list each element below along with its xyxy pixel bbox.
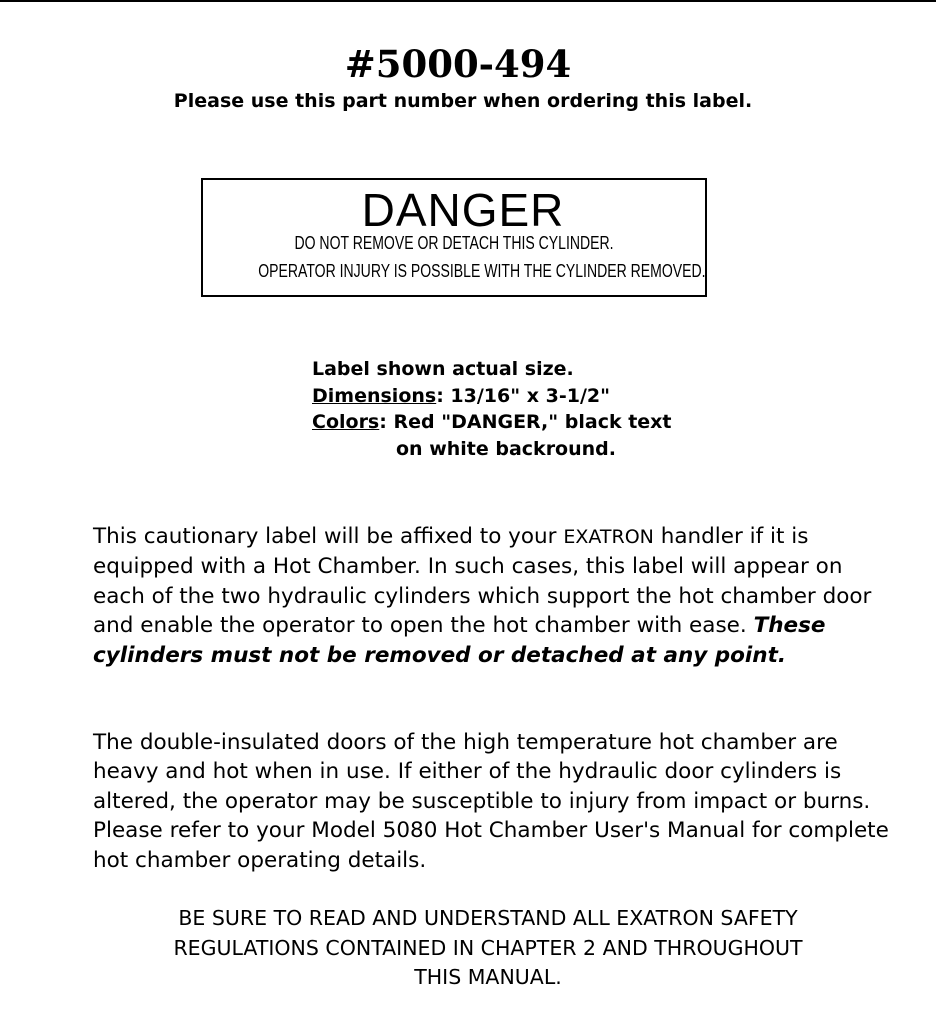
colors-row — [312, 409, 672, 436]
danger-line-2: OPERATOR INJURY IS POSSIBLE WITH THE CYLINDER REMOVED. — [258, 261, 706, 281]
part-number: #5000-494 — [344, 42, 572, 86]
safety-reminder-line-2: REGULATIONS CONTAINED IN CHAPTER 2 AND THROUGHOUT — [173, 935, 803, 960]
colors-value-continued: on white backround. — [396, 437, 616, 460]
order-note: Please use this part number when ordering this label. — [173, 90, 753, 112]
danger-label — [201, 178, 707, 297]
danger-line-1: DO NOT REMOVE OR DETACH THIS CYLINDER. — [294, 233, 614, 253]
dimensions-value: : 13/16" x 3-1/2" — [436, 384, 611, 407]
label-specs — [312, 356, 672, 462]
safety-reminder-line-1: BE SURE TO READ AND UNDERSTAND ALL EXATRON SAFETY — [178, 906, 798, 930]
p1-text-1: This cautionary label will be affixed to your — [93, 524, 564, 549]
p1-brand: EXATRON — [563, 526, 654, 548]
top-rule — [0, 0, 936, 2]
p1-emphasis: These cylinders must not be removed or detached at any point. — [93, 613, 826, 668]
safety-reminder — [0, 904, 936, 993]
safety-reminder-line-3: THIS MANUAL. — [414, 965, 562, 989]
p1-text-2: handler if it is equipped with a Hot Chamber. In such cases, this label will appear on each of the two hydraulic cylinders which support the hot chamber door and enable the operator to open the hot chamber with ease. — [93, 524, 872, 639]
actual-size-note: Label shown actual size. — [312, 358, 574, 380]
dimensions-row — [312, 383, 672, 410]
danger-signal-word: DANGER — [361, 184, 565, 236]
paragraph-cautionary-label — [93, 522, 893, 670]
colors-label: Colors — [312, 411, 380, 433]
dimensions-label: Dimensions — [312, 384, 437, 407]
colors-value: : Red "DANGER," black text — [379, 411, 672, 433]
paragraph-hot-chamber-doors: The double-insulated doors of the high temperature hot chamber are heavy and hot when in use. If either of the hydraulic door cylinders is altered, the operator may be susceptible to injury from impact or burns. Please refer to your Model 5080 Hot Chamber User's Manual for complete hot chamber operating details. — [93, 730, 889, 873]
